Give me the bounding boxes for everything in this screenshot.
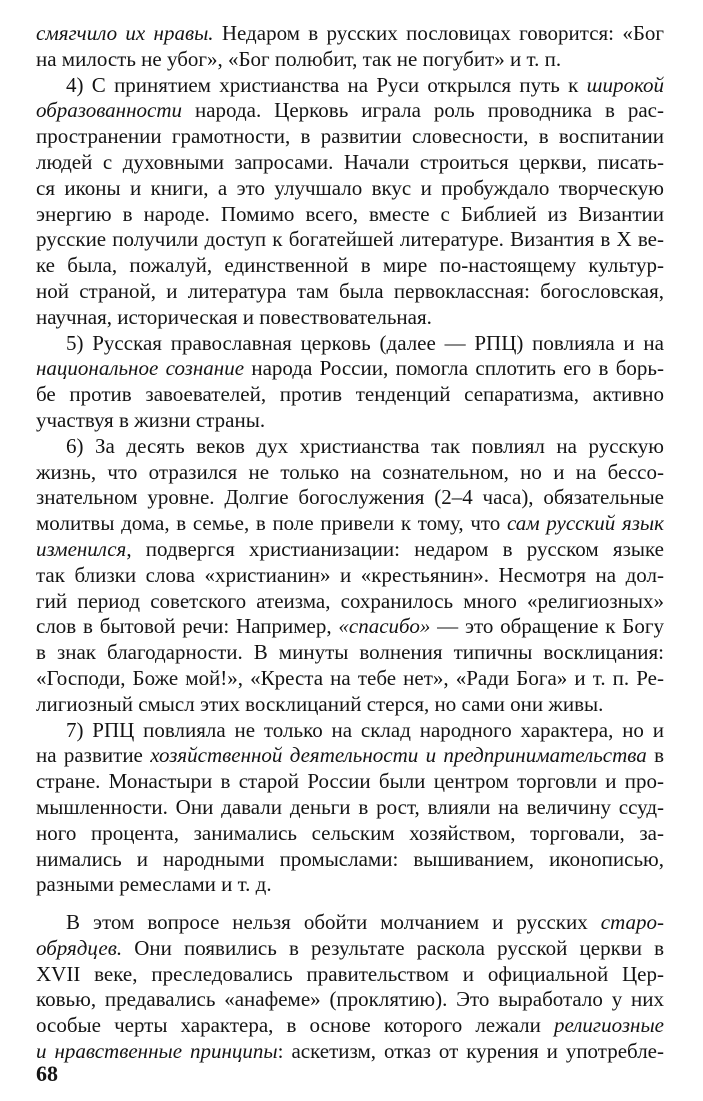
text-line [36, 537, 664, 563]
text-segment: молитвы дома, в семье, в поле привели к тому, что [36, 511, 507, 536]
text-line [36, 227, 664, 253]
text-segment: слов в бытовой речи: Например, [36, 614, 339, 639]
text-line [36, 743, 664, 769]
text-segment: 6) За десять веков дух христианства так повлиял на русскую [66, 433, 664, 458]
text-segment: народа России, помогла сплотить его в борь- [244, 356, 664, 381]
italic-text: старо- [600, 910, 664, 935]
body-text [36, 21, 664, 1065]
text-segment: жизнь, что отразился не только на сознательном, но и на бессо- [36, 459, 664, 484]
text-segment: 4) С принятием христианства на Руси открылся путь к [66, 72, 587, 97]
text-line [36, 47, 664, 73]
text-segment: знательном уровне. Долгие богослужения (2–4 часа), обязательные [36, 485, 664, 510]
text-segment: 5) Русская православная церковь (далее — РПЦ) повлияла и на [66, 330, 664, 355]
text-line [36, 847, 664, 873]
text-segment: — это обращение к Богу [430, 614, 664, 639]
text-line [36, 305, 664, 331]
text-segment: пространении грамотности, в развитии словесности, в воспитании [36, 124, 664, 149]
text-line [36, 962, 664, 988]
text-line [36, 150, 664, 176]
text-segment: ке была, пожалуй, единственной в мире по-настоящему культур- [36, 253, 664, 278]
text-line [36, 331, 664, 357]
text-segment: энергию в народе. Помимо всего, вместе с Библией из Византии [36, 201, 664, 226]
text-segment: стране. Монастыри в старой России были центром торговли и про- [36, 769, 664, 794]
text-segment: , подвергся христианизации: недаром в русском языке [126, 536, 664, 561]
text-segment: народа. Церковь играла роль проводника в рас- [182, 98, 664, 123]
text-segment: нимались и народными промыслами: вышиванием, иконописью, [36, 846, 664, 871]
text-line [36, 356, 664, 382]
text-segment: людей с духовными запросами. Начали строиться церкви, писать- [36, 149, 664, 174]
italic-text: обрядцев. [36, 935, 123, 960]
text-segment: русские получили доступ к богатейшей литературе. Византия в X ве- [36, 227, 664, 252]
italic-text: хозяйственной деятельности и предпринимательства [150, 743, 647, 768]
text-line [36, 1039, 664, 1065]
text-segment: XVII веке, преследовались правительством и официальной Цер- [36, 961, 664, 986]
text-segment: так близки слова «христианин» и «крестьянин». Несмотря на дол- [36, 562, 664, 587]
text-line [36, 769, 664, 795]
text-segment: бе против завоевателей, против тенденций сепаратизма, активно [36, 382, 664, 407]
text-segment: ной страной, и литература там была первоклассная: богословская, [36, 278, 664, 303]
text-segment: : аскетизм, отказ от курения и употребле- [277, 1039, 664, 1064]
text-line [36, 910, 664, 936]
text-segment: В этом вопросе нельзя обойти молчанием и русских [66, 910, 601, 935]
text-line [36, 692, 664, 718]
text-line [36, 176, 664, 202]
text-segment: ного процента, занимались сельским хозяйством, торговали, за- [36, 820, 664, 845]
text-line [36, 872, 664, 898]
text-line [36, 589, 664, 615]
text-segment: Они появились в результате раскола русской церкви в [122, 935, 664, 960]
text-line [36, 1013, 664, 1039]
text-segment: особые черты характера, в основе которого лежали [36, 1013, 554, 1038]
text-segment: лигиозный смысл этих восклицаний стерся, но сами они живы. [36, 691, 604, 716]
text-line [36, 382, 664, 408]
italic-text: «спасибо» [338, 614, 431, 639]
text-segment: Недаром в русских пословицах говорится: «Бог [213, 21, 664, 45]
text-line [36, 987, 664, 1013]
text-segment: в знак благодарности. В минуты волнения типичны восклицания: [36, 640, 664, 665]
text-line [36, 434, 664, 460]
text-line [36, 614, 664, 640]
text-line [36, 124, 664, 150]
text-segment: 7) РПЦ повлияла не только на склад народного характера, но и [66, 717, 664, 742]
text-segment: ковью, предавались «анафеме» (проклятию). Это выработало у них [36, 987, 664, 1012]
text-segment: в [646, 743, 664, 768]
italic-text: национальное сознание [36, 356, 245, 381]
text-line [36, 511, 664, 537]
text-segment: научная, историческая и повествовательная. [36, 304, 432, 329]
text-line [36, 98, 664, 124]
text-line [36, 795, 664, 821]
text-line [36, 821, 664, 847]
italic-text: религиозные [553, 1013, 664, 1038]
text-line [36, 202, 664, 228]
text-line [36, 718, 664, 744]
page-number: 68 [36, 1061, 58, 1086]
text-line [36, 408, 664, 434]
italic-text: и нравственные принципы [36, 1039, 278, 1064]
text-segment: участвуя в жизни страны. [36, 407, 266, 432]
text-line [36, 640, 664, 666]
text-line [36, 73, 664, 99]
text-line [36, 279, 664, 305]
text-line [36, 936, 664, 962]
text-line [36, 21, 664, 47]
text-segment: гий период советского атеизма, сохранилось много «религиозных» [36, 588, 664, 613]
text-line [36, 563, 664, 589]
text-segment: ся иконы и книги, а это улучшало вкус и пробуждало творческую [36, 175, 664, 200]
text-segment: «Господи, Боже мой!», «Креста на тебе нет», «Ради Бога» и т. п. Ре- [36, 665, 664, 690]
text-segment: разными ремеслами и т. д. [36, 872, 272, 897]
text-segment: на милость не убог», «Бог полюбит, так не погубит» и т. п. [36, 46, 562, 71]
text-line [36, 253, 664, 279]
text-segment: мышленности. Они давали деньги в рост, влияли на величину ссуд- [36, 794, 664, 819]
italic-text: широкой [586, 72, 664, 97]
italic-text: смягчило их нравы. [36, 21, 214, 45]
italic-text: образованности [36, 98, 182, 123]
text-line [36, 485, 664, 511]
text-line [36, 460, 664, 486]
italic-text: изменился [36, 536, 127, 561]
italic-text: сам русский язык [506, 511, 664, 536]
text-segment: на развитие [36, 743, 151, 768]
text-line [36, 666, 664, 692]
